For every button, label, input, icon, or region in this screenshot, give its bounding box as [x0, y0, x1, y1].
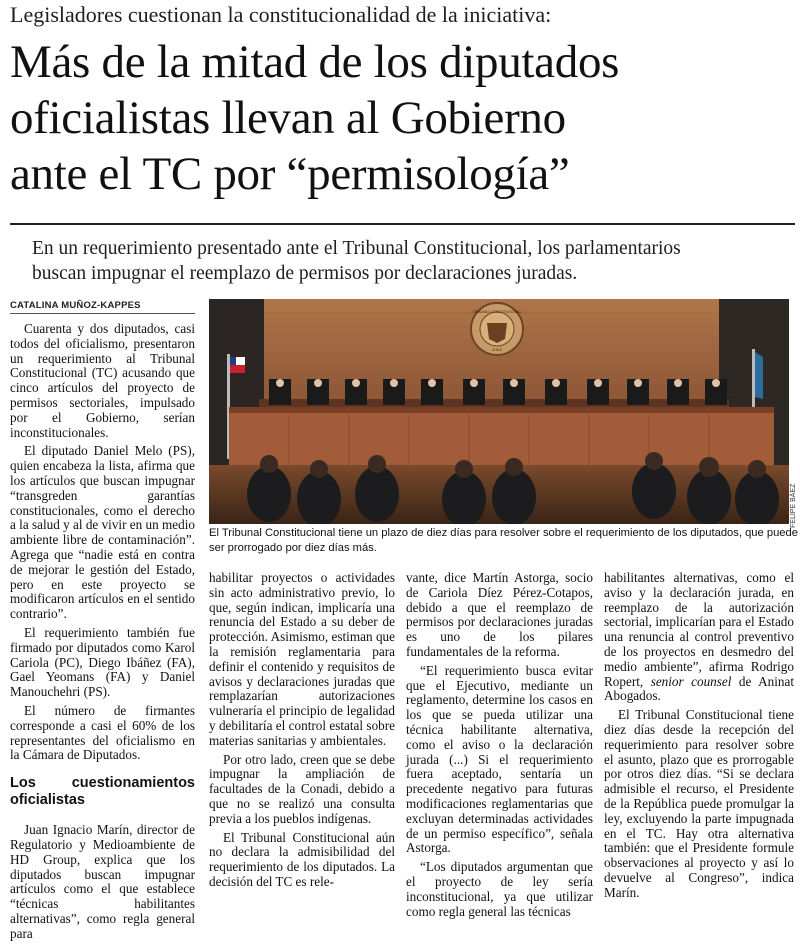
headline-divider	[10, 223, 795, 225]
seal-country: CHILE	[491, 348, 503, 352]
body-paragraph: El Tribunal Constitucional tiene diez días desde la recepción del requerimiento para resolver sobre el asunto, plazo que es prorrogable por otros diez días. “Si se declara admisible el recurso, el Presidente de la República puede promulgar la ley, excluyendo la parte impugnada en el TC. Hay otra alternativa también: que el Presidente formule observaciones al proyecto y así lo devuelve al Congreso”, indica Marín.	[604, 707, 794, 900]
body-paragraph: “Los diputados argumentan que el proyecto de ley sería inconstitucional, ya que utilizar como regla general las técnicas	[406, 859, 593, 919]
byline: CATALINA MUÑOZ-KAPPES	[10, 300, 141, 311]
photo-caption	[209, 526, 797, 556]
body-paragraph: Juan Ignacio Marín, director de Regulatorio y Medioambiente de HD Group, explica que los diputados buscan impugnar artículos como el que establece “técnicas habilitantes alternativas”, como regla general para	[10, 822, 195, 941]
deck-line: En un requerimiento presentado ante el Tribunal Constitucional, los parlamentarios	[32, 238, 681, 259]
body-paragraph	[604, 571, 794, 704]
continuation-text: habilitantes alternativas, como el aviso y la declaración jurada, en reemplazo de la autorización sectorial, implicarían para el Estado una renuncia al control preventivo de los proyectos en desmedro del medio ambiente”, afirma Rodrigo Ropert,	[604, 570, 794, 689]
headline-line: oficialistas llevan al Gobierno	[10, 92, 566, 144]
deck	[32, 236, 797, 286]
caption-line: El Tribunal Constitucional tiene un plazo de diez días para resolver sobre el requerimiento de los diputados, que puede	[209, 527, 798, 539]
body-paragraph: El diputado Daniel Melo (PS), quien encabeza la lista, afirma que los artículos que buscan impugnar “transgreden garantías constitucionales, como el derecho a la salud y al de vivir en un medio ambiente libre de contaminación”. Agrega que “nadie está en contra de mejorar le gestión del Estado, pero en este proyecto se modificaron artículos en el sentido contrario”.	[10, 443, 195, 622]
caption-line: ser prorrogado por diez días más.	[209, 542, 377, 554]
kicker: Legisladores cuestionan la constitucionalidad de la iniciativa:	[10, 2, 552, 27]
body-paragraph: Cuarenta y dos diputados, casi todos del oficialismo, presentaron un requerimiento al Tribunal Constitucional (TC) acusando que cinco artículos del proyecto de permisos sectoriales, impulsado por el Gobierno, serían inconstitucionales.	[10, 321, 195, 440]
byline-divider	[10, 313, 195, 314]
seal-text: TRIBUNAL CONSTITUCIONAL	[472, 310, 522, 314]
body-paragraph: El Tribunal Constitucional aún no declara la admisibilidad del requerimiento de los diputados. La decisión del TC es rele-	[209, 829, 395, 889]
body-paragraph: El número de firmantes corresponde a casi el 60% de los representantes del oficialismo en la Cámara de Diputados.	[10, 702, 195, 763]
body-paragraph: Por otro lado, creen que se debe impugnar la ampliación de facultades de la Conadi, debido a que no se realizó una consulta previa a los pueblos indígenas.	[209, 751, 395, 826]
body-paragraph: El requerimiento también fue firmado por diputados como Karol Cariola (PC), Diego Ibáñez (FA), Gael Yeomans (FA) y Daniel Manouchehri (PS).	[10, 624, 195, 700]
headline-line: ante el TC por “permisología”	[10, 148, 570, 200]
article-column-1	[10, 322, 195, 945]
article-column-4	[604, 571, 794, 905]
subheading: Los cuestionamientos oficialistas	[10, 775, 195, 809]
photo-credit-text: FELIPE BÁEZ	[790, 483, 797, 528]
role-text: senior counsel	[650, 673, 732, 689]
tribunal-photo-illustration	[209, 299, 789, 524]
article-column-3	[406, 571, 593, 923]
deck-line: buscan impugnar el reemplazo de permisos por declaraciones juradas.	[32, 263, 578, 284]
tribunal-photo	[209, 299, 789, 524]
body-paragraph: vante, dice Martín Astorga, socio de Cariola Díez Pérez-Cotapos, debido a que el reemplazo de permisos por declaraciones juradas es uno de los pilares fundamentales de la reforma.	[406, 570, 593, 659]
body-paragraph: “El requerimiento busca evitar que el Ejecutivo, mediante un reglamento, determine los casos en los que se pueda utilizar una técnica habilitante alternativa, como el aviso o la declaración jurada (...) Si el requerimiento fuera aceptado, sentaría un precedente negativo para futuras modificaciones reglamentarias que excluyan determinadas actividades de un permiso específico”, señala Astorga.	[406, 662, 593, 856]
headline	[10, 34, 795, 202]
photo-credit	[789, 470, 800, 530]
headline-line: Más de la mitad de los diputados	[10, 36, 620, 88]
body-paragraph: habilitar proyectos o actividades sin acto administrativo previo, lo que, según indican, implicaría una renuncia del Estado a su deber de protección. Asimismo, estiman que la remisión reglamentaria para definir el contenido y requisitos de avisos y declaraciones juradas que remplazarían autorizaciones vulneraría el principio de legalidad y debilitaría el control estatal sobre materias sanitarias y ambientales.	[209, 570, 395, 748]
article-column-2	[209, 571, 395, 894]
continuation-tail: de Aninat Abogados.	[604, 673, 794, 704]
